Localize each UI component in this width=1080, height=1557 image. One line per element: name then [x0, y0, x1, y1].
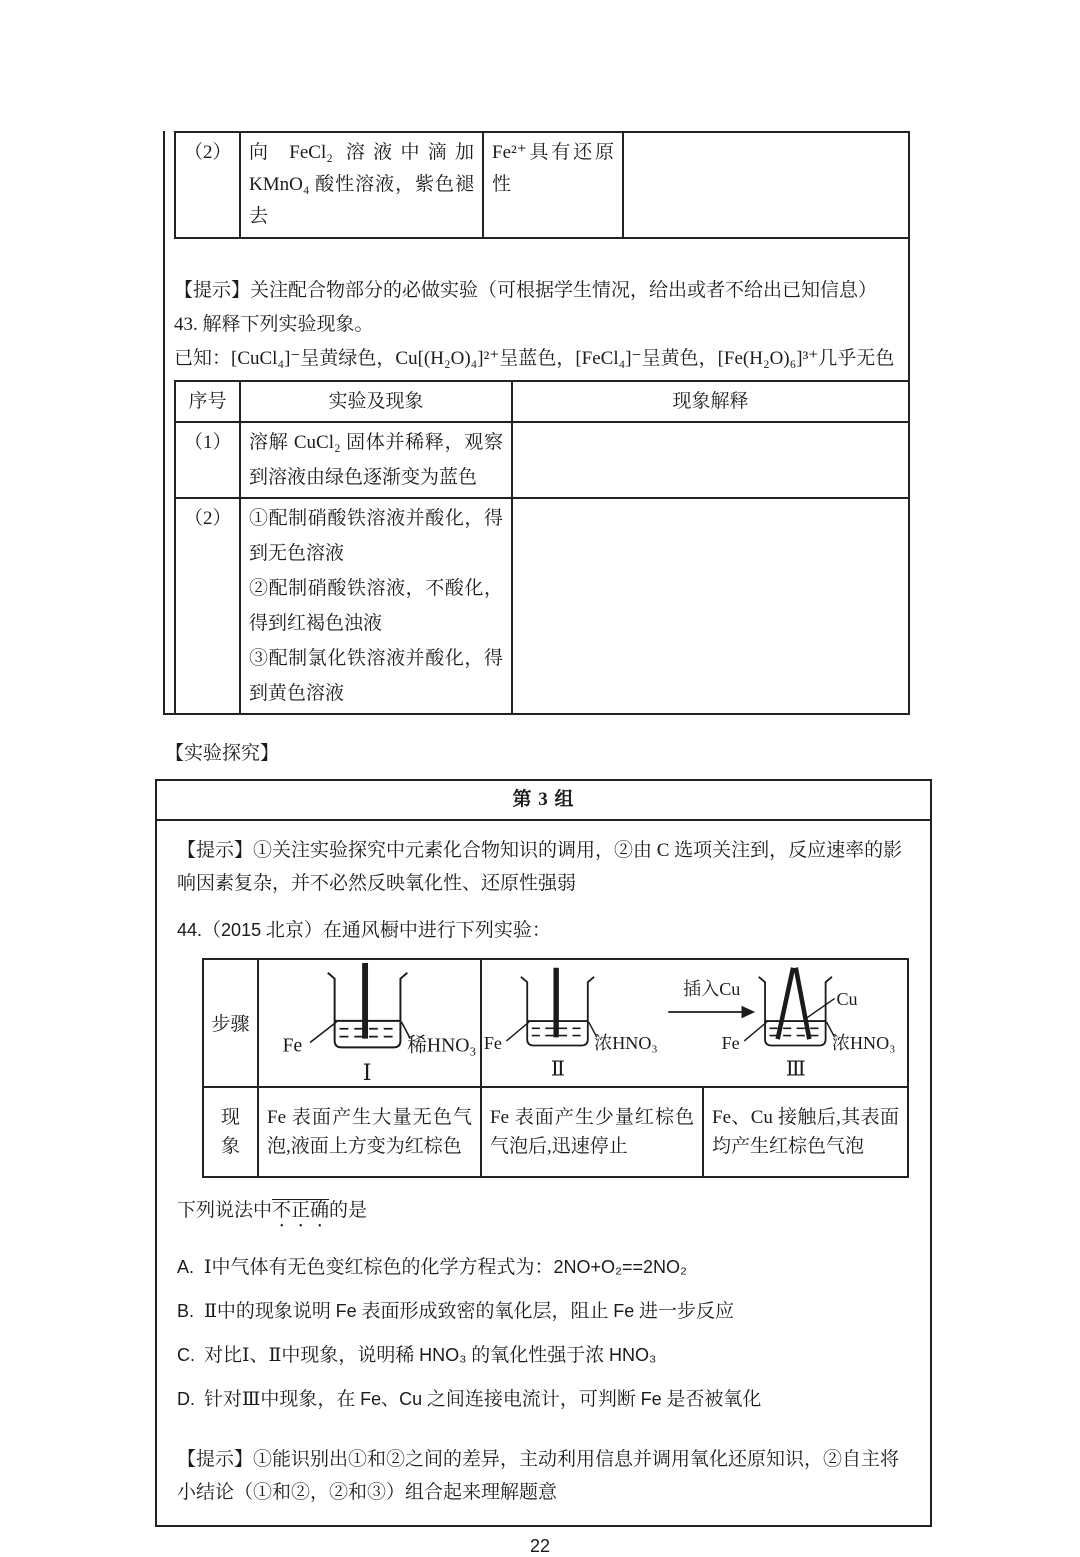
- hint-note-group3: 【提示】①关注实验探究中元素化合物知识的调用，②由 C 选项关注到，反应速率的影响因素复杂，并不必然反映氧化性、还原性强弱: [177, 840, 903, 894]
- row-number-cell: （2）: [175, 132, 240, 238]
- explanation-cell-empty: [623, 132, 908, 238]
- option-b: B. Ⅱ中的现象说明 Fe 表面形成致密的氧化层，阻止 Fe 进一步反应: [177, 1296, 912, 1327]
- question-stem: 下列说法中不正确的是: [177, 1199, 368, 1221]
- solution-label: 浓HNO₃: [594, 1033, 658, 1054]
- electrode2-label: Cu: [836, 988, 858, 1009]
- experiment-cell: 向 FeCl₂ 溶液中滴加 KMnO₄ 酸性溶液，紫色褪去: [240, 132, 483, 238]
- table-row: [175, 422, 908, 498]
- option-d-label: D.: [177, 1388, 195, 1409]
- table-row: [175, 498, 908, 713]
- option-d: D. 针对Ⅲ中现象，在 Fe、Cu 之间连接电流计，可判断 Fe 是否被氧化: [177, 1384, 912, 1415]
- group-3-title: 第 3 组: [157, 781, 930, 821]
- phenomena-row-label: 现象: [203, 1087, 258, 1177]
- conclusion-cell: Fe²⁺具有还原性: [483, 132, 623, 238]
- hint-note-bottom: 【提示】①能识别出①和②之间的差异，主动利用信息并调用氧化还原知识，②自主将小结论（①和②，②和③）组合起来理解题意: [177, 1448, 900, 1503]
- beaker-diagram-1: [259, 960, 480, 1086]
- row-number-cell: （2）: [175, 498, 240, 713]
- header-serial: 序号: [175, 381, 240, 422]
- question-43-title: 43. 解释下列实验现象。: [174, 314, 374, 335]
- beaker-cell-1: [258, 959, 481, 1087]
- phenomena-row: [203, 1087, 908, 1177]
- option-a-label: A.: [177, 1256, 195, 1277]
- row-number-cell: （1）: [175, 422, 240, 498]
- section-explore-label: 【实验探究】: [165, 743, 280, 764]
- explanation-cell-empty: [512, 422, 908, 498]
- phenomenon-cell-2: Fe 表面产生少量红棕色气泡后,迅速停止: [481, 1087, 703, 1177]
- cu-pointer-line: [805, 998, 835, 1019]
- option-c: C. 对比Ⅰ、Ⅱ中现象，说明稀 HNO₃ 的氧化性强于浓 HNO₃: [177, 1340, 912, 1371]
- beaker-numeral: Ⅲ: [785, 1057, 806, 1081]
- explanation-cell-empty: [512, 498, 908, 713]
- solution-label: 浓HNO₃: [831, 1033, 896, 1054]
- beaker-numeral: Ⅱ: [550, 1057, 566, 1081]
- fe-pointer-line: [310, 1022, 337, 1043]
- group-3-body: [157, 821, 930, 1525]
- emphasized-text: 不正确: [272, 1199, 330, 1221]
- fe-pointer-line: [744, 1022, 767, 1041]
- header-experiment: 实验及现象: [240, 381, 512, 422]
- steps-row: [203, 959, 908, 1087]
- fe-pointer-line: [506, 1022, 529, 1041]
- question-44-number: 44.: [177, 920, 203, 940]
- beaker-numeral: Ⅰ: [362, 1059, 372, 1085]
- hint-note-43: 【提示】关注配合物部分的必做实验（可根据学生情况，给出或者不给出已知信息）: [174, 280, 878, 301]
- steps-row-label: 步骤: [203, 959, 258, 1087]
- electrode-label: Fe: [721, 1033, 740, 1054]
- question-44-title: 44.（2015 北京）在通风橱中进行下列实验：: [177, 920, 551, 941]
- group-3-container: [155, 779, 932, 1527]
- experiment-line-2: ②配制硝酸铁溶液，不酸化，得到红褐色浊液: [249, 578, 503, 634]
- solution-label: 稀HNO₃: [407, 1034, 477, 1057]
- electrode-label: Fe: [282, 1034, 303, 1057]
- experiment-cell: 溶解 CuCl₂ 固体并稀释，观察到溶液由绿色逐渐变为蓝色: [240, 422, 512, 498]
- table-42-fragment: [174, 131, 908, 239]
- experiment-cell: [240, 498, 512, 713]
- arrow-label: 插入Cu: [683, 978, 741, 999]
- arrow-head-icon: [742, 1006, 756, 1019]
- header-explanation: 现象解释: [512, 381, 908, 422]
- option-c-label: C.: [177, 1344, 195, 1365]
- phenomenon-cell-3: Fe、Cu 接触后,其表面均产生红棕色气泡: [703, 1087, 908, 1177]
- option-a: A. Ⅰ中气体有无色变红棕色的化学方程式为：2NO+O₂==2NO₂: [177, 1252, 912, 1283]
- experiment-figure-table: [202, 958, 909, 1178]
- beaker-diagram-2-3: [482, 965, 907, 1081]
- table-43: [174, 380, 908, 713]
- experiment-line-1: ①配制硝酸铁溶液并酸化，得到无色溶液: [249, 508, 503, 564]
- table-header-row: [175, 381, 908, 422]
- option-b-label: B.: [177, 1300, 195, 1321]
- chemical-equation: 2NO+O₂==2NO₂: [553, 1256, 688, 1277]
- table-row: [175, 132, 908, 238]
- page-number: 22: [529, 1535, 551, 1556]
- phenomenon-cell-1: Fe 表面产生大量无色气泡,液面上方变为红棕色: [258, 1087, 481, 1177]
- experiment-line-3: ③配制氯化铁溶液并酸化，得到黄色溶液: [249, 648, 503, 704]
- question-42-43-container: [163, 131, 910, 715]
- electrode-label: Fe: [483, 1033, 502, 1054]
- known-info-line: 已知：[CuCl₄]⁻呈黄绿色，Cu[(H₂O)₄]²⁺呈蓝色，[FeCl₄]⁻呈黄色，[Fe(H₂O)₆]³⁺几乎无色: [174, 348, 895, 369]
- beaker-cell-2-3: [481, 959, 908, 1087]
